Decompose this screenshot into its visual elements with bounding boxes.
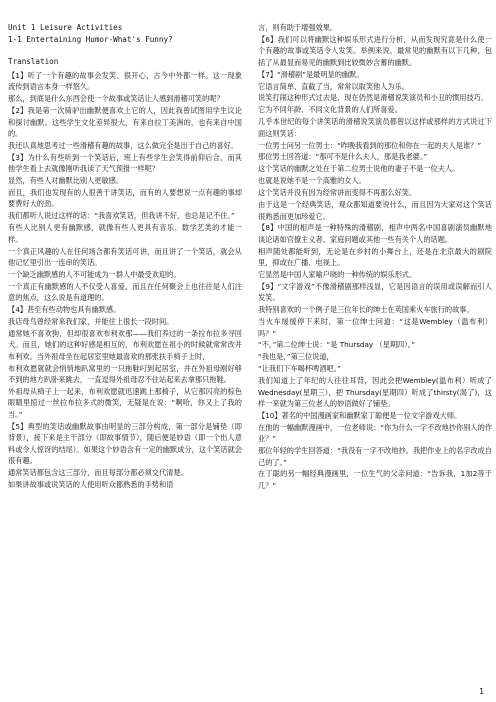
paragraph: 它显然是中国人家喻户晓的一种传统的娱乐形式。 (258, 270, 417, 280)
paragraph: 布利欢愿就就会悄悄地趴窝里的一只拖鞋叼到起居室，并在外祖母刚好够不到的地方趴卧来跳去，一直逗得外祖母忍不住站起来去拿那只拖鞋。 (8, 363, 242, 385)
paragraph: 【5】典型的笑话或幽默故事由明显的三部分构成，第一部分是铺垫（即背景），接下来是主干部分（即故事情节），随后便是妙语（即一个出人意料或令人惊讶的结尾）。如果这个妙语含有一定的幽默成分，这个笑话就会很有趣。 (8, 421, 242, 465)
paragraph: 我们知道上了年纪的人往往耳背，因此会把Wembley(温布利）听成了Wednesday(星期三），把 Thursday(星期四）听成了thirsty(渴了)，这样一来就为第三位老人的妙语做好了铺垫。 (258, 376, 492, 408)
paragraph: 【2】我是第一次骑驴出幽默便喜欢上它的人，因此我曾试图用学生议论和探讨幽默。这些学生文化差异很大，有来自拉丁美洲的，也有来自中国的。 (8, 106, 242, 139)
paragraph: 有些人比别人更有幽默感，就像有些人更具有音乐、数学艺类的才能一样。 (8, 223, 242, 244)
paragraph: 它语言简单、直截了当，常常以取笑他人为乐。 (258, 81, 409, 91)
paragraph: 【1】听了一个有趣的故事会发笑、很开心，古今中外都一样。这一现象流传到语言本身一样悠久。 (8, 71, 242, 92)
paragraph: 相声随处都能听到，无论是在乡村的小舞台上，还是在北京最大的剧院里，抑或在广播、电视上。 (258, 246, 492, 268)
section-title: 1-1 Entertaining Humor-What's Funny? (8, 35, 173, 44)
paragraph: 也就是说她不是一个高雅的女人。 (258, 176, 366, 186)
paragraph: “不，”第二位绅士说：“是 Thursday （星期四）。” (258, 340, 416, 350)
paragraph: 外祖母从椅子上一起来，布利欢愿就迅速跳上那椅子，从它那闪亮的棕色眼睛里掠过一丝拉布拉多式的微笑，无疑是在说：“啊哈，你又上了我的当。” (8, 386, 242, 419)
paragraph: “让我们下车喝杯啤酒吧。” (258, 364, 341, 374)
right-column (258, 22, 492, 491)
paragraph: 而且，我们也发现有的人很善于讲笑话，而有的人要想说一点有趣的事却要费好大的劲。 (8, 188, 242, 209)
paragraph: 【3】为什么有些听到一个笑话后，班上有些学生会笑得前仰后合，而其他学生看上去就像刚听我读了天气预报一样呢？ (8, 152, 242, 174)
paragraph: 一个真正风趣的人在任何场合都有笑话可讲，而且讲了一个笑话，就会从他记忆里引出一连串的笑话。 (8, 246, 242, 267)
paragraph: 那么，到底是什么东西会使一个故事或笑话让人感到滑稽可笑的呢？ (8, 94, 224, 104)
paragraph: 我们都听人说过这样的话：“我喜欢笑话，但我讲不好，也总是记不住。” (8, 211, 235, 221)
paragraph: 一个真正有幽默感的人不仅受人喜爱，而且在任何聚会上也往往是人们注意的焦点，这么说是有道理的。 (8, 281, 242, 303)
paragraph: 通常她不喜欢狗，但却很喜欢布利欢那——我们养过的一条拉布拉多寻回犬。而且，她们的这种好感是相互的，布利欢愿在祖小的时候就常常改并布利欢。当外祖母坐在起居室里她最喜欢的那张扶手椅子上时， (8, 328, 242, 361)
paragraph: 【6】我们可以将幽默这种娱乐形式进行分析，从而发现究竟是什么使一个有趣的故事或笑话令人发笑。举例来说，最常见的幽默有以下几种，包括了从最显而易见的幽默到比较微妙含蓄的幽默。 (258, 34, 492, 67)
paragraph: 如果讲故事或说笑话的人使用听众都熟悉的手势和语 (8, 479, 174, 489)
paragraph: “我也是，”第三位说道， (258, 352, 334, 362)
paragraph: 在他的一幅幽默漫画中，一位老师说：“你为什么一字不改地抄你别人的作业？” (258, 422, 492, 444)
paragraph: 言，则有助于增强效果。 (258, 23, 338, 32)
paragraph: 说笑打闹这种形式过去是、现在仍然是滑稽说笑演员和小丑的惯用技巧。 (258, 93, 489, 103)
paragraph: 当火车缓缓停下来时，第一位绅士问道：“这是Wembley（温布利）吗？” (258, 317, 492, 338)
right-body-text (258, 22, 492, 491)
translation-label: Translation (8, 57, 59, 66)
paragraph: 显然，有些人对幽默比别人更敏感。 (8, 176, 124, 186)
paragraph: 那位男士回答道：“那可不是什么夫人，那是我老婆。” (258, 152, 428, 162)
unit-title: Unit 1 Leisure Activities (8, 23, 123, 32)
paragraph: 【9】“文字游戏”不像滑稽剧那样浅显，它是因语言的误用或误解而引人发笑。 (258, 281, 492, 303)
paragraph: 这个笑话的幽默之处在于第二位男士说他的妻子不是一位夫人。 (258, 164, 460, 174)
paragraph: 那位年轻的学生回答道：“我没有一字不改地抄。我把作业上的名字改成自己的了。” (258, 446, 492, 467)
paragraph: 【10】著名的中国漫画家和幽默家丁聪便是一位文字游戏大师。 (258, 410, 462, 420)
paragraph: 在丁聪的另一幅经典漫画里，一位生气的父亲问道：“告诉我，1加2等于几？” (258, 469, 492, 490)
paragraph: 【4】甚至有些动物也具有幽默感。 (8, 305, 121, 315)
paragraph: 它为不同年龄、不同文化背景的人们所喜爱。 (258, 105, 402, 115)
paragraph: 【8】中国的相声是一种特殊的滑稽剧，相声中两名中国喜剧演员幽默地谈论诸如官僚主义者、家庭问题或其他一些有关个人的话题。 (258, 223, 492, 244)
paragraph: 我店母鸟曾经常来我们家，并能住上很长一段时间。 (8, 317, 174, 327)
paragraph: 通常笑话都包含这三部分，而且每部分都必须交代清楚。 (8, 467, 188, 477)
paragraph: 几乎本世纪的每个讲笑话的滑稽说笑演员都曾以这样或那样的方式说过下面这则笑话： (258, 117, 492, 138)
paragraph: 我特别喜欢的一个例子是三位年长的绅士在英国乘火车旅行的故事。 (258, 305, 474, 315)
paragraph: 这个笑话并没有因为经常讲而变得不再那么好笑。 (258, 188, 417, 198)
paragraph: 一个缺乏幽默感的人不可能成为一群人中最受欢迎的。 (8, 269, 181, 279)
page-number: 1 (479, 687, 484, 696)
paragraph: 【7】“滑稽剧”是最明显的幽默。 (258, 69, 364, 79)
left-column (8, 22, 242, 490)
paragraph: 一位男士问另一位男士：“昨晚我看到的那位和你在一起的夫人是谁？” (258, 140, 482, 150)
left-body-text (8, 70, 242, 490)
paragraph: 由于这是一个经典笑话，观众都知道要说什么，而且因为大家对这个笑话很熟悉而更加珍爱它。 (258, 200, 492, 221)
paragraph: 我还认真地思考过一些滑稽有趣的故事，这么做完全是出于自己的喜好。 (8, 140, 239, 150)
